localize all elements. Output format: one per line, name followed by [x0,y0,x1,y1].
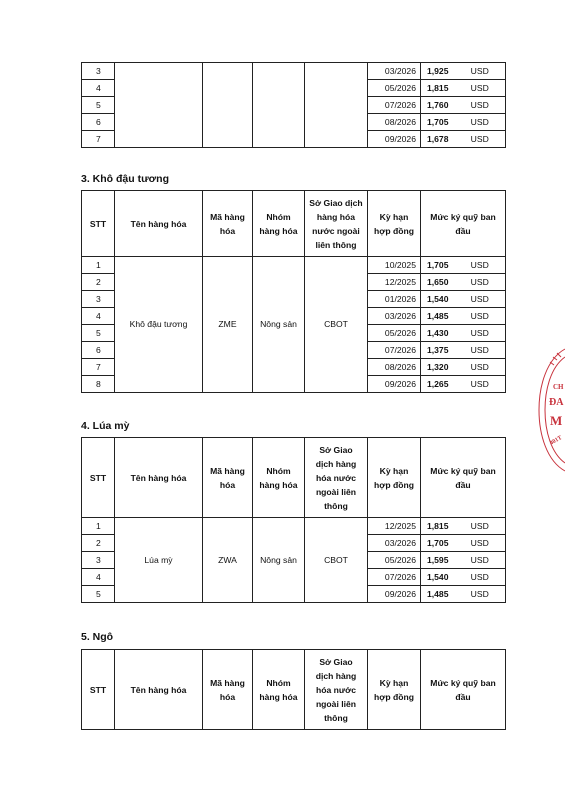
cell-currency: USD [455,131,506,148]
cell-margin-value: 1,595 [421,552,455,569]
cell-name: Khô đậu tương [115,257,203,393]
cell-name: Lúa mỳ [115,518,203,603]
header-margin: Mức ký quỹ ban đầu [421,438,506,518]
cell-stt: 6 [82,342,115,359]
cell-currency: USD [455,63,506,80]
cell-code [203,63,253,148]
header-group: Nhóm hàng hóa [253,191,305,257]
table-lua-my [81,437,506,603]
cell-stt: 4 [82,569,115,586]
cell-margin-value: 1,485 [421,308,455,325]
cell-margin-value: 1,705 [421,535,455,552]
cell-stt: 3 [82,291,115,308]
cell-term: 05/2026 [368,325,421,342]
table-kho-dau-tuong [81,190,506,393]
header-name: Tên hàng hóa [115,438,203,518]
cell-group [253,63,305,148]
cell-term: 08/2026 [368,114,421,131]
header-margin: Mức ký quỹ ban đầu [421,650,506,730]
cell-currency: USD [455,518,506,535]
cell-group: Nông sản [253,257,305,393]
cell-exchange: CBOT [305,257,368,393]
header-stt: STT [82,438,115,518]
cell-margin-value: 1,320 [421,359,455,376]
seal-text-da: ĐA [549,397,564,408]
header-stt: STT [82,650,115,730]
table-row [82,257,506,274]
cell-currency: USD [455,291,506,308]
cell-currency: USD [455,80,506,97]
cell-stt: 2 [82,535,115,552]
table-row [82,518,506,535]
cell-currency: USD [455,359,506,376]
header-exchange: Sở Giao dịch hàng hóa nước ngoài liên thông [305,438,368,518]
cell-term: 09/2026 [368,586,421,603]
cell-stt: 4 [82,308,115,325]
cell-term: 07/2026 [368,97,421,114]
cell-name [115,63,203,148]
cell-group: Nông sản [253,518,305,603]
cell-currency: USD [455,586,506,603]
table-row [82,63,506,80]
cell-term: 09/2026 [368,376,421,393]
cell-currency: USD [455,569,506,586]
table-header-row [82,191,506,257]
cell-term: 03/2026 [368,535,421,552]
header-code: Mã hàng hóa [203,650,253,730]
cell-currency: USD [455,535,506,552]
section-title-ngo: 5. Ngô [81,631,114,643]
seal-text-401t: 401T [549,435,564,447]
cell-code: ZME [203,257,253,393]
header-group: Nhóm hàng hóa [253,438,305,518]
header-code: Mã hàng hóa [203,191,253,257]
cell-term: 12/2025 [368,518,421,535]
cell-currency: USD [455,325,506,342]
header-exchange: Sở Giao dịch hàng hóa nước ngoài liên thông [305,650,368,730]
cell-margin-value: 1,705 [421,257,455,274]
table-header-row [82,438,506,518]
cell-stt: 5 [82,97,115,114]
cell-stt: 3 [82,63,115,80]
header-name: Tên hàng hóa [115,191,203,257]
cell-exchange [305,63,368,148]
cell-currency: USD [455,308,506,325]
header-exchange: Sở Giao dịch hàng hóa nước ngoài liên thông [305,191,368,257]
header-name: Tên hàng hóa [115,650,203,730]
cell-currency: USD [455,114,506,131]
cell-currency: USD [455,274,506,291]
header-term: Kỳ hạn hợp đồng [368,650,421,730]
cell-stt: 8 [82,376,115,393]
cell-margin-value: 1,650 [421,274,455,291]
cell-stt: 6 [82,114,115,131]
cell-stt: 2 [82,274,115,291]
cell-currency: USD [455,376,506,393]
cell-exchange: CBOT [305,518,368,603]
cell-margin-value: 1,760 [421,97,455,114]
cell-term: 03/2026 [368,63,421,80]
cell-term: 10/2025 [368,257,421,274]
cell-stt: 5 [82,586,115,603]
cell-margin-value: 1,265 [421,376,455,393]
header-term: Kỳ hạn hợp đồng [368,191,421,257]
cell-stt: 1 [82,518,115,535]
cell-term: 07/2026 [368,342,421,359]
cell-margin-value: 1,430 [421,325,455,342]
table-header-row [82,650,506,730]
seal-stamp [533,345,565,475]
section-title-kho-dau-tuong: 3. Khô đậu tương [81,173,169,185]
section-title-lua-my: 4. Lúa mỳ [81,420,130,432]
cell-code: ZWA [203,518,253,603]
cell-margin-value: 1,815 [421,518,455,535]
cell-currency: USD [455,552,506,569]
cell-margin-value: 1,925 [421,63,455,80]
header-code: Mã hàng hóa [203,438,253,518]
cell-term: 03/2026 [368,308,421,325]
header-group: Nhóm hàng hóa [253,650,305,730]
cell-stt: 7 [82,359,115,376]
cell-stt: 7 [82,131,115,148]
seal-text-m: M [550,413,563,428]
cell-stt: 4 [82,80,115,97]
cell-currency: USD [455,97,506,114]
cell-term: 09/2026 [368,131,421,148]
cell-term: 08/2026 [368,359,421,376]
header-margin: Mức ký quỹ ban đầu [421,191,506,257]
cell-stt: 3 [82,552,115,569]
table-ngo [81,649,506,730]
cell-currency: USD [455,257,506,274]
cell-margin-value: 1,540 [421,569,455,586]
cell-term: 05/2026 [368,80,421,97]
cell-margin-value: 1,815 [421,80,455,97]
cell-margin-value: 1,705 [421,114,455,131]
seal-text-ch: CH [553,383,564,391]
cell-currency: USD [455,342,506,359]
cell-stt: 1 [82,257,115,274]
cell-term: 07/2026 [368,569,421,586]
cell-margin-value: 1,678 [421,131,455,148]
header-stt: STT [82,191,115,257]
cell-term: 01/2026 [368,291,421,308]
cell-margin-value: 1,375 [421,342,455,359]
cell-stt: 5 [82,325,115,342]
table-continuation [81,62,506,148]
header-term: Kỳ hạn hợp đồng [368,438,421,518]
cell-margin-value: 1,540 [421,291,455,308]
cell-term: 05/2026 [368,552,421,569]
cell-term: 12/2025 [368,274,421,291]
cell-margin-value: 1,485 [421,586,455,603]
